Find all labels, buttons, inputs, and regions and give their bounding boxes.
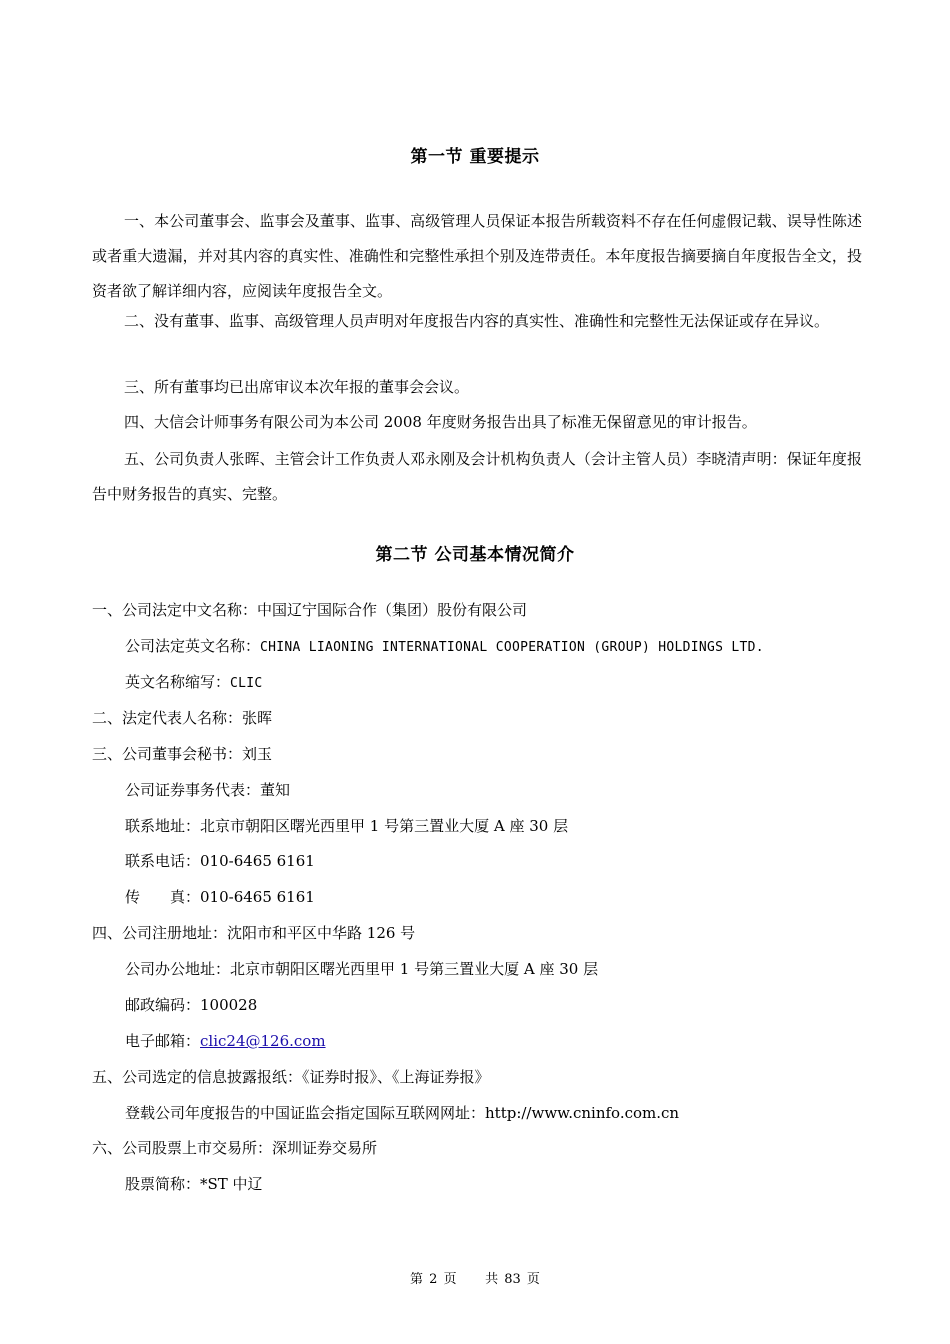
company-english-name (125, 635, 764, 659)
total-pages: 共 83 页 (485, 1272, 540, 1287)
section-1-paragraph-2: 二、没有董事、监事、高级管理人员声明对年度报告内容的真实性、准确性和完整性无法保证或存在异议。 (124, 312, 830, 330)
page-number: 第 2 页 (410, 1272, 457, 1287)
email-link[interactable]: clic24@126.com (200, 1032, 326, 1050)
email-label: 电子邮箱： (125, 1032, 201, 1050)
legal-representative: 二、法定代表人名称：张晖 (92, 709, 273, 727)
registered-address: 四、公司注册地址：沈阳市和平区中华路 126 号 (92, 924, 416, 942)
section-2-title: 第二节 公司基本情况简介 (375, 545, 575, 565)
securities-representative: 公司证券事务代表：董知 (125, 781, 291, 799)
fax-number: 传 真：010-6465 6161 (125, 888, 315, 906)
section-1-paragraph-1: 一、本公司董事会、监事会及董事、监事、高级管理人员保证本报告所载资料不存在任何虚假记载、误导性陈述或者重大遗漏，并对其内容的真实性、准确性和完整性承担个别及连带责任。本年度报告摘要摘自年度报告全文，投资者欲了解详细内容，应阅读年度报告全文。 (92, 212, 862, 300)
office-address: 公司办公地址：北京市朝阳区曙光西里甲 1 号第三置业大厦 A 座 30 层 (125, 960, 599, 978)
english-name-value: CHINA LIAONING INTERNATIONAL COOPERATION (GROUP) HOLDINGS LTD. (260, 640, 764, 655)
stock-abbreviation: 股票简称：*ST 中辽 (125, 1175, 263, 1193)
section-1-paragraph-3: 三、所有董事均已出席审议本次年报的董事会会议。 (124, 378, 470, 396)
section-1-paragraph-5: 五、公司负责人张晖、主管会计工作负责人邓永刚及会计机构负责人（会计主管人员）李晓清声明：保证年度报告中财务报告的真实、完整。 (92, 450, 862, 503)
english-abbr-label: 英文名称缩写： (125, 673, 231, 691)
section-1-title: 第一节 重要提示 (410, 147, 540, 167)
section-1-paragraph-4: 四、大信会计师事务有限公司为本公司 2008 年度财务报告出具了标准无保留意见的审计报告。 (124, 413, 757, 431)
english-abbr-value: CLIC (230, 676, 263, 691)
postal-code: 邮政编码：100028 (125, 996, 258, 1014)
english-abbreviation (125, 671, 263, 695)
english-name-label: 公司法定英文名称： (125, 637, 261, 655)
page-footer (0, 1268, 950, 1287)
contact-phone: 联系电话：010-6465 6161 (125, 852, 315, 870)
contact-address: 联系地址：北京市朝阳区曙光西里甲 1 号第三置业大厦 A 座 30 层 (125, 817, 569, 835)
company-chinese-name: 一、公司法定中文名称：中国辽宁国际合作（集团）股份有限公司 (92, 601, 528, 619)
stock-exchange: 六、公司股票上市交易所：深圳证券交易所 (92, 1139, 378, 1157)
disclosure-website: 登载公司年度报告的中国证监会指定国际互联网网址：http://www.cninfo.com.cn (125, 1104, 680, 1122)
email-row (125, 1030, 326, 1052)
board-secretary: 三、公司董事会秘书：刘玉 (92, 745, 273, 763)
disclosure-newspapers: 五、公司选定的信息披露报纸：《证券时报》、《上海证券报》 (92, 1068, 490, 1086)
